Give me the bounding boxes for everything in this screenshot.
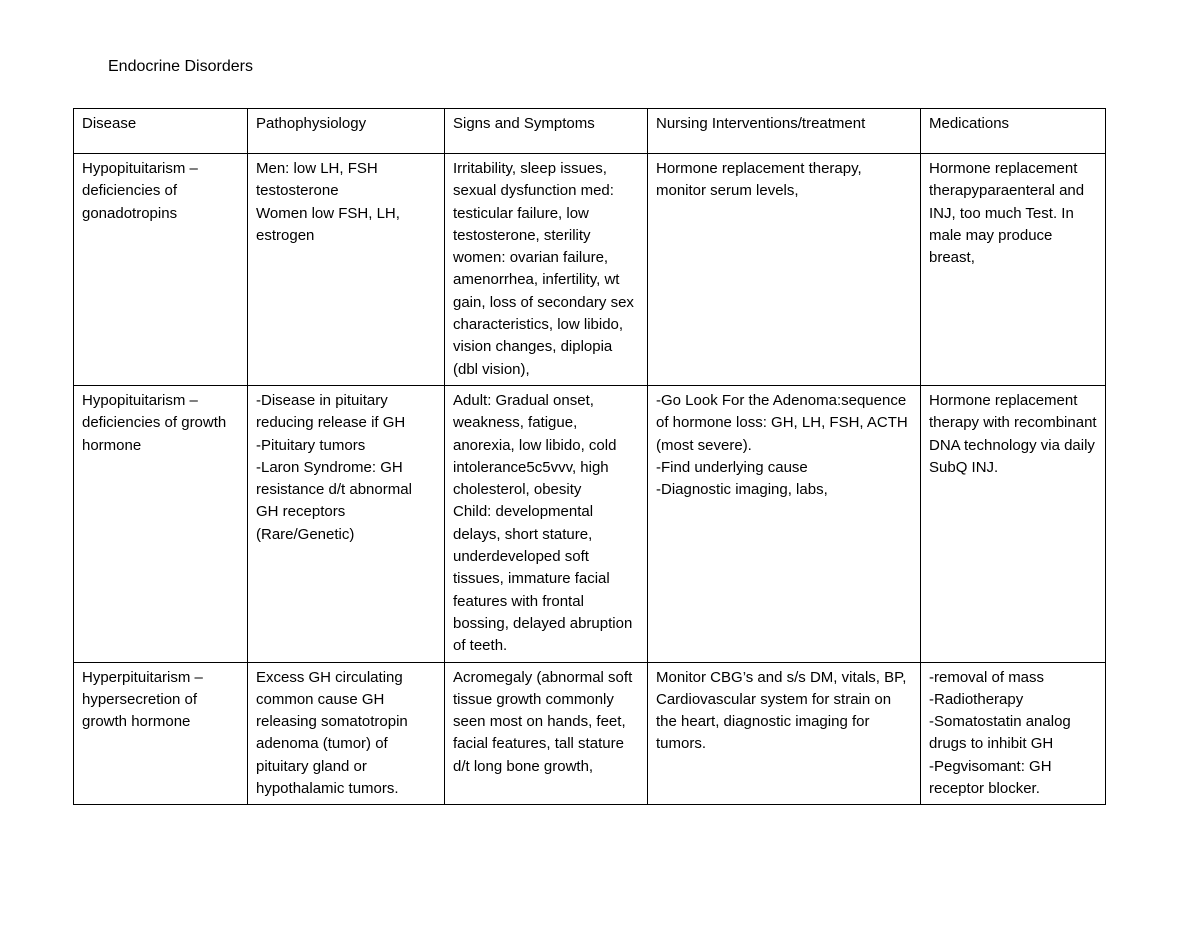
cell-medications: -removal of mass -Radiotherapy -Somatostatin analog drugs to inhibit GH -Pegvisomant: GH receptor blocker. xyxy=(921,662,1106,805)
cell-medications: Hormone replacement therapy with recombinant DNA technology via daily SubQ INJ. xyxy=(921,385,1106,662)
cell-signs-symptoms: Irritability, sleep issues, sexual dysfunction med: testicular failure, low testosterone, sterility women: ovarian failure, amenorrhea, infertility, wt gain, loss of secondary sex characteristics, low libido, vision changes, diplopia (dbl vision), xyxy=(445,154,648,386)
cell-signs-symptoms: Acromegaly (abnormal soft tissue growth commonly seen most on hands, feet, facial features, tall stature d/t long bone growth, xyxy=(445,662,648,805)
table-row xyxy=(74,385,1106,662)
cell-pathophysiology: -Disease in pituitary reducing release if GH -Pituitary tumors -Laron Syndrome: GH resistance d/t abnormal GH receptors (Rare/Genetic) xyxy=(248,385,445,662)
table-row xyxy=(74,662,1106,805)
cell-disease: Hypopituitarism – deficiencies of gonadotropins xyxy=(74,154,248,386)
header-pathophysiology: Pathophysiology xyxy=(248,109,445,154)
cell-nursing-interventions: Monitor CBG’s and s/s DM, vitals, BP, Cardiovascular system for strain on the heart, diagnostic imaging for tumors. xyxy=(648,662,921,805)
table-header-row xyxy=(74,109,1106,154)
cell-medications: Hormone replacement therapyparaenteral and INJ, too much Test. In male may produce breast, xyxy=(921,154,1106,386)
cell-disease: Hypopituitarism – deficiencies of growth hormone xyxy=(74,385,248,662)
endocrine-disorders-table xyxy=(73,108,1106,805)
header-nursing-interventions: Nursing Interventions/treatment xyxy=(648,109,921,154)
cell-signs-symptoms: Adult: Gradual onset, weakness, fatigue, anorexia, low libido, cold intolerance5c5vvv, high cholesterol, obesity Child: developmental delays, short stature, underdeveloped soft tissues, immature facial features with frontal bossing, delayed abruption of teeth. xyxy=(445,385,648,662)
cell-nursing-interventions: Hormone replacement therapy, monitor serum levels, xyxy=(648,154,921,386)
table-row xyxy=(74,154,1106,386)
header-signs-symptoms: Signs and Symptoms xyxy=(445,109,648,154)
cell-disease: Hyperpituitarism – hypersecretion of growth hormone xyxy=(74,662,248,805)
header-medications: Medications xyxy=(921,109,1106,154)
header-disease: Disease xyxy=(74,109,248,154)
document-title: Endocrine Disorders xyxy=(108,58,253,75)
cell-pathophysiology: Excess GH circulating common cause GH releasing somatotropin adenoma (tumor) of pituitary gland or hypothalamic tumors. xyxy=(248,662,445,805)
cell-nursing-interventions: -Go Look For the Adenoma:sequence of hormone loss: GH, LH, FSH, ACTH (most severe). -Find underlying cause -Diagnostic imaging, labs, xyxy=(648,385,921,662)
cell-pathophysiology: Men: low LH, FSH testosterone Women low FSH, LH, estrogen xyxy=(248,154,445,386)
